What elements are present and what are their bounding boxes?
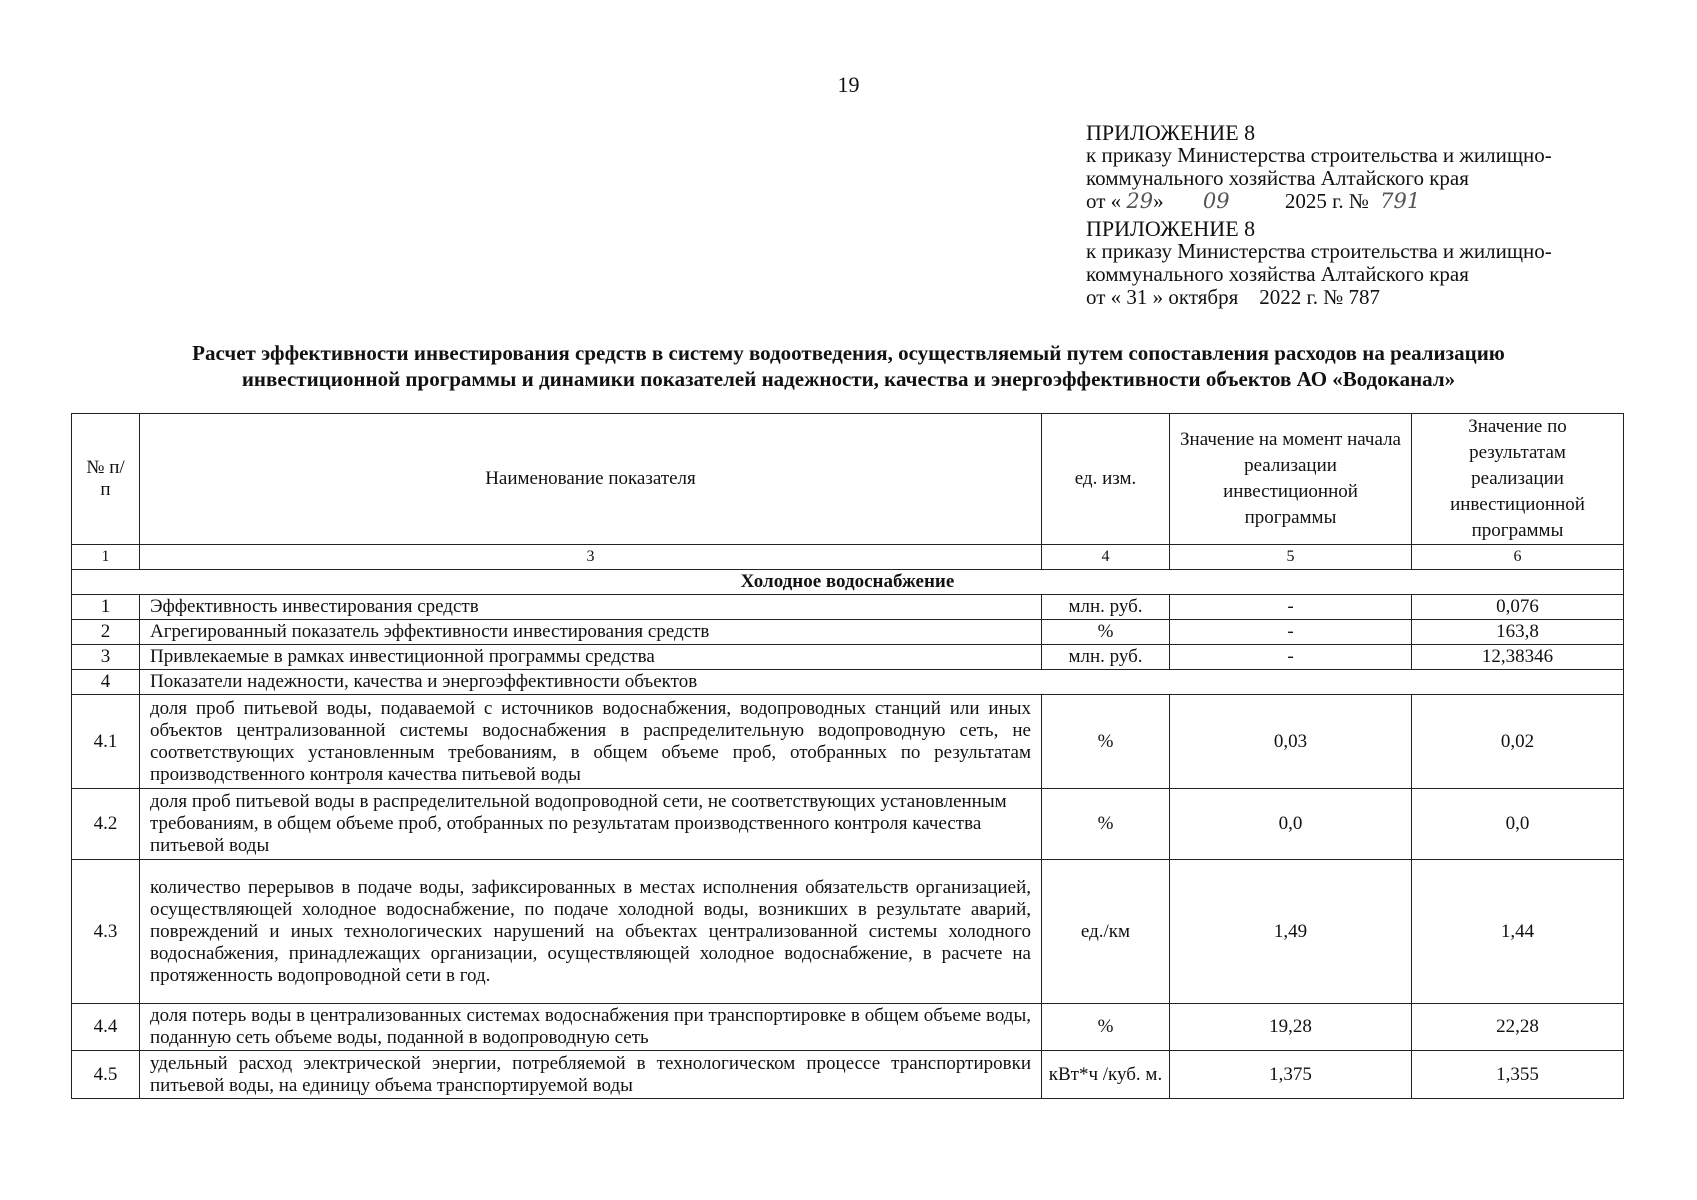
- appendix-previous-line2: коммунального хозяйства Алтайского края: [1086, 262, 1469, 286]
- row-name: удельный расход электрической энергии, потребляемой в технологическом процессе транспортировки питьевой воды, на единицу объема транспортируемой воды: [140, 1051, 1042, 1099]
- table-header-row: [72, 414, 1624, 545]
- table-row: [72, 1051, 1624, 1099]
- appendix-previous-line1: к приказу Министерства строительства и жилищно-: [1086, 239, 1552, 263]
- colnum-5: 5: [1170, 545, 1412, 570]
- row-start: 19,28: [1170, 1004, 1412, 1051]
- row-start: 1,49: [1170, 860, 1412, 1004]
- row-result: 0,0: [1412, 789, 1624, 860]
- row-result: 0,076: [1412, 595, 1624, 620]
- handwritten-number: 791: [1380, 189, 1421, 213]
- section-title: Холодное водоснабжение: [72, 570, 1624, 595]
- appendix-current-line2: коммунального хозяйства Алтайского края: [1086, 166, 1469, 190]
- row-num: 4.1: [72, 695, 140, 789]
- appendix-current-title: ПРИЛОЖЕНИЕ 8: [1086, 120, 1256, 145]
- page-number: 19: [837, 72, 860, 97]
- row-result: 0,02: [1412, 695, 1624, 789]
- row-result: 1,44: [1412, 860, 1624, 1004]
- row-num: 3: [72, 645, 140, 670]
- row-name: Показатели надежности, качества и энергоэффективности объектов: [140, 670, 1624, 695]
- row-unit: ед./км: [1042, 860, 1170, 1004]
- row-num: 4.3: [72, 860, 140, 1004]
- row-start: -: [1170, 620, 1412, 645]
- colnum-1: 1: [72, 545, 140, 570]
- header-name: Наименование показателя: [140, 414, 1042, 545]
- row-name: Эффективность инвестирования средств: [140, 595, 1042, 620]
- row-unit: %: [1042, 789, 1170, 860]
- header-num: № п/п: [72, 414, 140, 545]
- date-close: »: [1153, 189, 1164, 213]
- row-start: 0,0: [1170, 789, 1412, 860]
- appendix-previous-title: ПРИЛОЖЕНИЕ 8: [1086, 216, 1256, 241]
- row-unit: %: [1042, 695, 1170, 789]
- table-row: [72, 789, 1624, 860]
- table-row: [72, 645, 1624, 670]
- indicators-table: [71, 413, 1624, 1099]
- row-unit: млн. руб.: [1042, 645, 1170, 670]
- document-title-line1: Расчет эффективности инвестирования средств в систему водоотведения, осуществляемый путем сопоставления расходов на реализацию: [192, 341, 1505, 365]
- row-start: 0,03: [1170, 695, 1412, 789]
- table-row: [72, 670, 1624, 695]
- row-name: количество перерывов в подаче воды, зафиксированных в местах исполнения обязательств организацией, осуществляющей холодное водоснабжение, по подаче холодной воды, возникших в результате аварий, повреждений и иных технологических нарушений на объектах централизованной системы холодного водоснабжения, принадлежащих организации, осуществляющей холодное водоснабжение, в расчете на протяженность водопроводной сети в год.: [140, 860, 1042, 1004]
- column-number-row: [72, 545, 1624, 570]
- row-unit: %: [1042, 620, 1170, 645]
- row-result: 163,8: [1412, 620, 1624, 645]
- header-unit: ед. изм.: [1042, 414, 1170, 545]
- row-num: 4: [72, 670, 140, 695]
- appendix-current: [1086, 121, 1686, 213]
- table-row: [72, 620, 1624, 645]
- date-year: 2025 г. №: [1284, 189, 1369, 213]
- colnum-4: 4: [1042, 545, 1170, 570]
- date-prefix: от «: [1086, 189, 1122, 213]
- appendix-current-line1: к приказу Министерства строительства и жилищно-: [1086, 143, 1552, 167]
- handwritten-day: 29: [1126, 189, 1154, 213]
- appendix-previous-date: от « 31 » октября 2022 г. № 787: [1086, 285, 1381, 309]
- handwritten-month: 09: [1202, 189, 1230, 213]
- row-name: доля проб питьевой воды в распределительной водопроводной сети, не соответствующих установленным требованиям, в общем объеме проб, отобранных по результатам производственного контроля качества питьевой воды: [140, 789, 1042, 860]
- document-title-line2: инвестиционной программы и динамики показателей надежности, качества и энергоэффективности объектов АО «Водоканал»: [241, 367, 1456, 391]
- table-row: [72, 695, 1624, 789]
- table-row: [72, 1004, 1624, 1051]
- table-row: [72, 860, 1624, 1004]
- row-num: 1: [72, 595, 140, 620]
- row-name: доля проб питьевой воды, подаваемой с источников водоснабжения, водопроводных станций или иных объектов централизованной системы водоснабжения в распределительную водопроводную сеть, не соответствующих установленным требованиям, в общем объеме проб, отобранных по результатам производственного контроля качества питьевой воды: [140, 695, 1042, 789]
- row-name: Привлекаемые в рамках инвестиционной программы средства: [140, 645, 1042, 670]
- row-start: -: [1170, 645, 1412, 670]
- document-title: [40, 340, 1657, 392]
- row-name: Агрегированный показатель эффективности инвестирования средств: [140, 620, 1042, 645]
- row-num: 4.2: [72, 789, 140, 860]
- row-start: -: [1170, 595, 1412, 620]
- row-result: 12,38346: [1412, 645, 1624, 670]
- row-unit: %: [1042, 1004, 1170, 1051]
- appendix-previous: [1086, 217, 1686, 309]
- colnum-3: 3: [140, 545, 1042, 570]
- row-unit: млн. руб.: [1042, 595, 1170, 620]
- section-row: [72, 570, 1624, 595]
- row-name: доля потерь воды в централизованных системах водоснабжения при транспортировке в общем объеме воды, поданную сеть объеме воды, поданной в водопроводную сеть: [140, 1004, 1042, 1051]
- header-start-value: Значение на момент начала реализации инвестиционной программы: [1170, 414, 1412, 545]
- colnum-6: 6: [1412, 545, 1624, 570]
- row-result: 22,28: [1412, 1004, 1624, 1051]
- row-unit: кВт*ч /куб. м.: [1042, 1051, 1170, 1099]
- table-row: [72, 595, 1624, 620]
- row-num: 4.5: [72, 1051, 140, 1099]
- header-result-value: Значение по результатам реализации инвестиционной программы: [1412, 414, 1624, 545]
- row-num: 2: [72, 620, 140, 645]
- row-result: 1,355: [1412, 1051, 1624, 1099]
- appendix-current-date: [1086, 190, 1686, 213]
- row-num: 4.4: [72, 1004, 140, 1051]
- row-start: 1,375: [1170, 1051, 1412, 1099]
